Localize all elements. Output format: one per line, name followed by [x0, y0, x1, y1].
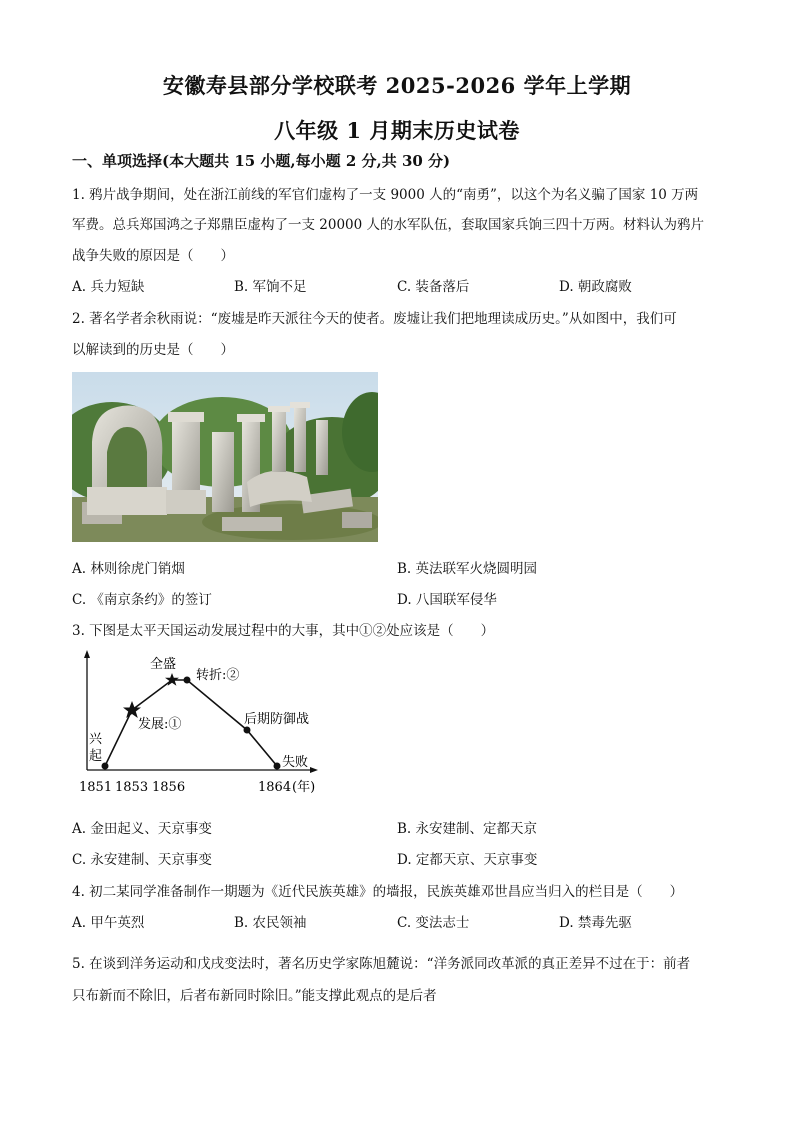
label-fail: 失败 — [282, 755, 309, 770]
q3-option-c: C. 永安建制、天京事变 — [72, 852, 212, 868]
q1-option-c: C. 装备落后 — [397, 279, 470, 295]
fail-point — [274, 763, 281, 770]
q1-option-d: D. 朝政腐败 — [559, 279, 632, 295]
x-tick-1864: 1864 — [258, 780, 292, 795]
label-rise-1: 兴 — [89, 732, 103, 747]
label-rise-2: 起 — [89, 749, 103, 764]
q2-option-b: B. 英法联军火烧圆明园 — [397, 561, 538, 577]
q1-option-a: A. 兵力短缺 — [72, 279, 145, 295]
q3-option-b: B. 永安建制、定都天京 — [397, 821, 538, 837]
y-axis-arrow-icon — [84, 650, 90, 658]
q1-line-1: 1. 鸦片战争期间，处在浙江前线的军官们虚构了一支 9000 人的“南勇”，以这个为名义骗了国家 10 万两 — [72, 187, 699, 203]
q4-line: 4. 初二某同学准备制作一期题为《近代民族英雄》的墙报，民族英雄邓世昌应当归入的栏目是（ ） — [72, 884, 684, 900]
q1-line-2: 军费。总兵郑国鸿之子郑鼎臣虚构了一支 20000 人的水军队伍，套取国家兵饷三四十万两。材料认为鸦片 — [72, 217, 705, 233]
q1-line-3: 战争失败的原因是（ ） — [72, 248, 234, 264]
label-develop: 发展:① — [138, 717, 182, 732]
label-peak: 全盛 — [150, 657, 177, 672]
q2-line-2: 以解读到的历史是（ ） — [72, 342, 234, 358]
exam-title-line1: 安徽寿县部分学校联考 2025-2026 学年上学期 — [162, 73, 632, 98]
label-turn: 转折:② — [196, 668, 240, 683]
q3-option-a: A. 金田起义、天京事变 — [72, 821, 212, 837]
q5-line-1: 5. 在谈到洋务运动和戊戌变法时，著名历史学家陈旭麓说：“洋务派同改革派的真正差异不过在于：前者 — [72, 956, 691, 972]
q2-line-1: 2. 著名学者余秋雨说：“废墟是昨天派往今天的使者。废墟让我们把地理读成历史。”从如图中，我们可 — [72, 311, 677, 327]
x-tick-1851: 1851 — [79, 780, 113, 795]
yuanmingyuan-ruins-photo — [72, 372, 378, 542]
ruins-image — [72, 372, 378, 542]
q3-option-d: D. 定都天京、天京事变 — [397, 852, 538, 868]
q2-option-a: A. 林则徐虎门销烟 — [72, 561, 185, 577]
x-tick-1856: 1856 — [152, 780, 186, 795]
develop-star-icon — [123, 701, 141, 718]
q4-option-c: C. 变法志士 — [397, 915, 470, 931]
taiping-timeline-chart — [72, 648, 332, 800]
defense-point — [244, 727, 251, 734]
q5-line-2: 只布新而不除旧，后者布新同时除旧。”能支撑此观点的是后者 — [72, 988, 437, 1004]
section-heading: 一、单项选择(本大题共 15 小题,每小题 2 分,共 30 分) — [72, 152, 451, 170]
rise-point — [102, 763, 109, 770]
q3-line: 3. 下图是太平天国运动发展过程中的大事，其中①②处应该是（ ） — [72, 623, 495, 639]
x-axis-unit: (年) — [292, 780, 316, 795]
exam-title-line2: 八年级 1 月期末历史试卷 — [274, 118, 520, 143]
q2-option-c: C. 《南京条约》的签订 — [72, 592, 212, 608]
q1-option-b: B. 军饷不足 — [234, 279, 307, 295]
q4-option-b: B. 农民领袖 — [234, 915, 307, 931]
q4-option-d: D. 禁毒先驱 — [559, 915, 632, 931]
x-axis-arrow-icon — [310, 767, 318, 773]
x-tick-1853: 1853 — [115, 780, 149, 795]
q4-option-a: A. 甲午英烈 — [72, 915, 145, 931]
turn-point — [184, 677, 191, 684]
q2-option-d: D. 八国联军侵华 — [397, 592, 497, 608]
label-defense: 后期防御战 — [244, 712, 310, 727]
